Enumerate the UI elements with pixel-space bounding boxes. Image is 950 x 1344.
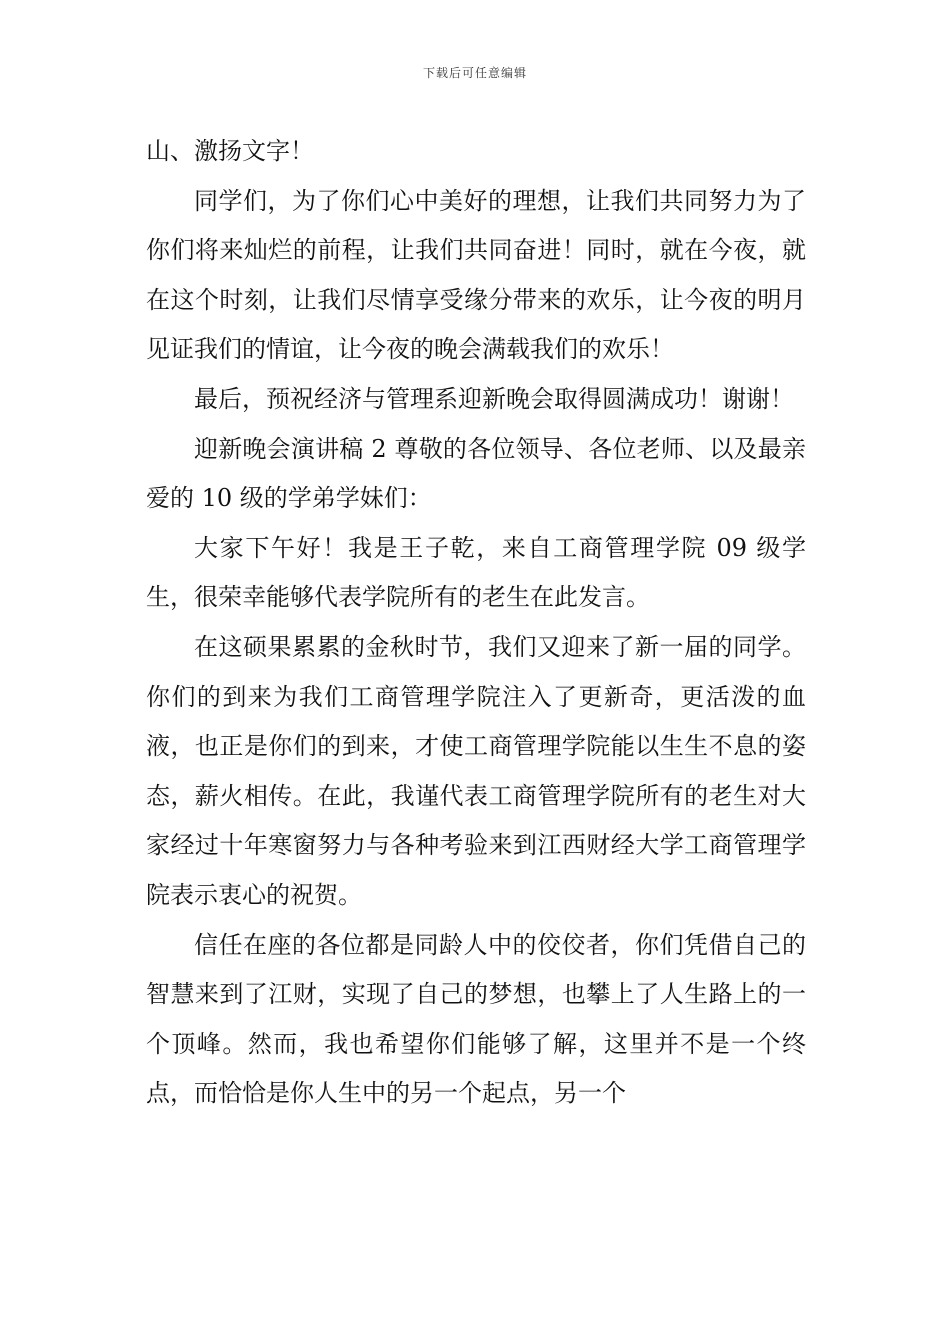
paragraph-continuation: 山、激扬文字！ [146, 137, 314, 165]
paragraph: 信任在座的各位都是同龄人中的佼佼者，你们凭借自己的智慧来到了江财，实现了自己的梦想，也攀上了人生路上的一个顶峰。然而，我也希望你们能够了解，这里并不是一个终点，而恰恰是你人生中的另一个起点，另一个 [146, 930, 806, 1108]
paragraph: 在这硕果累累的金秋时节，我们又迎来了新一届的同学。你们的到来为我们工商管理学院注入了更新奇，更活泼的血液，也正是你们的到来，才使工商管理学院能以生生不息的姿态，薪火相传。在此，我谨代表工商管理学院所有的老生对大家经过十年寒窗努力与各种考验来到江西财经大学工商管理学院表示衷心的祝贺。 [146, 632, 806, 909]
page-header-note: 下载后可任意编辑 [422, 66, 527, 80]
paragraph: 同学们，为了你们心中美好的理想，让我们共同努力为了你们将来灿烂的前程，让我们共同奋进！同时，就在今夜，就在这个时刻，让我们尽情享受缘分带来的欢乐，让今夜的明月见证我们的情谊，让今夜的晚会满载我们的欢乐！ [146, 186, 806, 364]
paragraph: 迎新晚会演讲稿 2 尊敬的各位领导、各位老师、以及最亲爱的 10 级的学弟学妹们： [146, 434, 806, 513]
paragraph: 最后，预祝经济与管理系迎新晚会取得圆满成功！谢谢！ [194, 384, 794, 413]
paragraph: 大家下午好！我是王子乾，来自工商管理学院 09 级学生，很荣幸能够代表学院所有的老生在此发言。 [146, 533, 806, 612]
document-body [146, 127, 806, 1119]
